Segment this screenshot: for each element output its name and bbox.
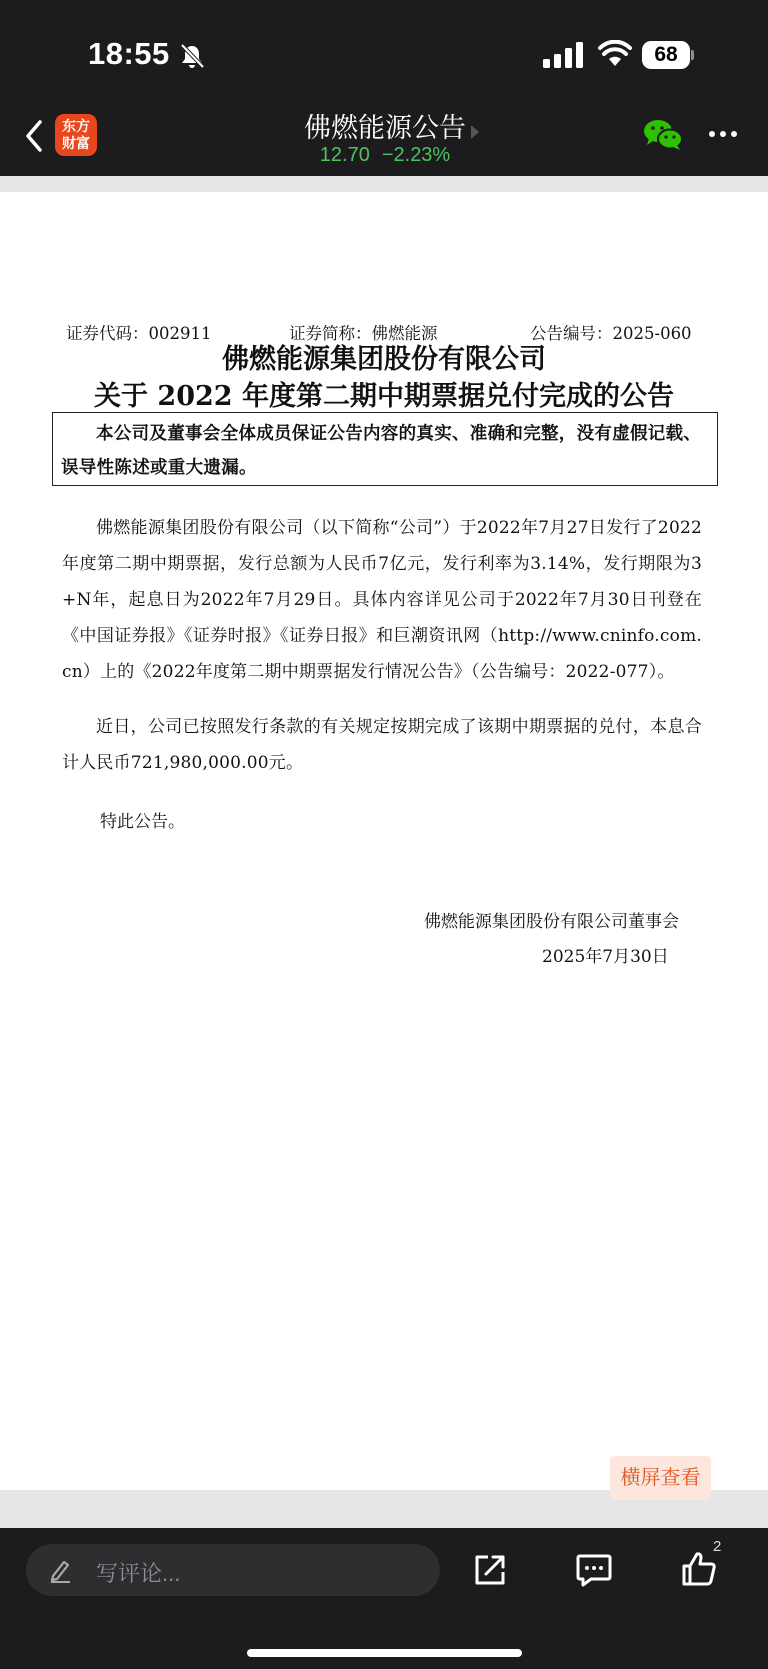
document-viewer[interactable]: [0, 176, 768, 1528]
message-icon[interactable]: [575, 1552, 613, 1588]
home-indicator[interactable]: [247, 1649, 522, 1657]
signature-date: 2025年7月30日: [542, 947, 669, 967]
security-short-name: 证券简称：佛燃能源: [289, 324, 438, 343]
closing-text: 特此公告。: [100, 812, 185, 832]
wechat-icon[interactable]: [643, 118, 683, 152]
notice-number: 公告编号：2025-060: [530, 324, 692, 343]
stock-change: −2.23%: [381, 144, 451, 166]
comment-input[interactable]: [26, 1544, 440, 1596]
paragraph-1: 佛燃能源集团股份有限公司（以下简称“公司”）于2022年7月27日发行了2022年度第二期中期票据，发行总额为人民币7亿元，发行利率为3.14%，发行期限为3+N年，起息日为2022年7月29日。具体内容详见公司于2022年7月30日刊登在《中国证券报》《证券时报》《证券日报》和巨潮资讯网（http://www.cninfo.com.cn）上的《2022年度第二期中期票据发行情况公告》（公告编号：2022-077）。: [62, 518, 702, 682]
battery-level: 68: [642, 41, 690, 69]
status-bar: [0, 0, 768, 96]
battery-cap: [691, 50, 694, 60]
wifi-icon: [598, 40, 632, 68]
pen-icon: [48, 1557, 74, 1583]
nav-bar: [0, 96, 768, 176]
bell-off-icon: [178, 42, 206, 70]
document-page: [0, 192, 768, 1490]
statement-text: 本公司及董事会全体成员保证公告内容的真实、准确和完整，没有虚假记载、误导性陈述或重大遗漏。: [61, 424, 702, 478]
app-logo[interactable]: [55, 114, 97, 156]
share-icon[interactable]: [472, 1552, 508, 1588]
more-icon[interactable]: [708, 130, 738, 138]
statement-box: [52, 412, 718, 486]
doc-title-line-2: 关于 2022 年度第二期中期票据兑付完成的公告: [94, 381, 674, 412]
stock-quote[interactable]: [210, 144, 560, 167]
landscape-view-button[interactable]: 横屏查看: [610, 1456, 711, 1500]
triangle-right-icon: [470, 124, 480, 140]
back-icon[interactable]: [20, 116, 50, 156]
logo-line-2: 财富: [62, 135, 90, 151]
doc-title-line-1: 佛燃能源集团股份有限公司: [222, 344, 546, 375]
signal-icon: [543, 42, 585, 68]
stock-price: 12.70: [319, 144, 370, 166]
battery-indicator: [642, 41, 694, 69]
status-time: 18:55: [88, 36, 170, 71]
page-title: 佛燃能源公告: [304, 113, 466, 143]
like-count: 2: [713, 1538, 722, 1555]
paragraph-2: 近日，公司已按照发行条款的有关规定按期完成了该期中期票据的兑付，本息合计人民币721,980,000.00元。: [62, 717, 702, 773]
comment-placeholder: 写评论...: [96, 1561, 181, 1586]
security-code: 证券代码：002911: [66, 324, 212, 343]
signature: 佛燃能源集团股份有限公司董事会: [424, 912, 679, 932]
thumbs-up-icon[interactable]: [680, 1550, 718, 1588]
bottom-bar: [0, 1528, 768, 1669]
logo-line-1: 东方: [62, 118, 90, 134]
